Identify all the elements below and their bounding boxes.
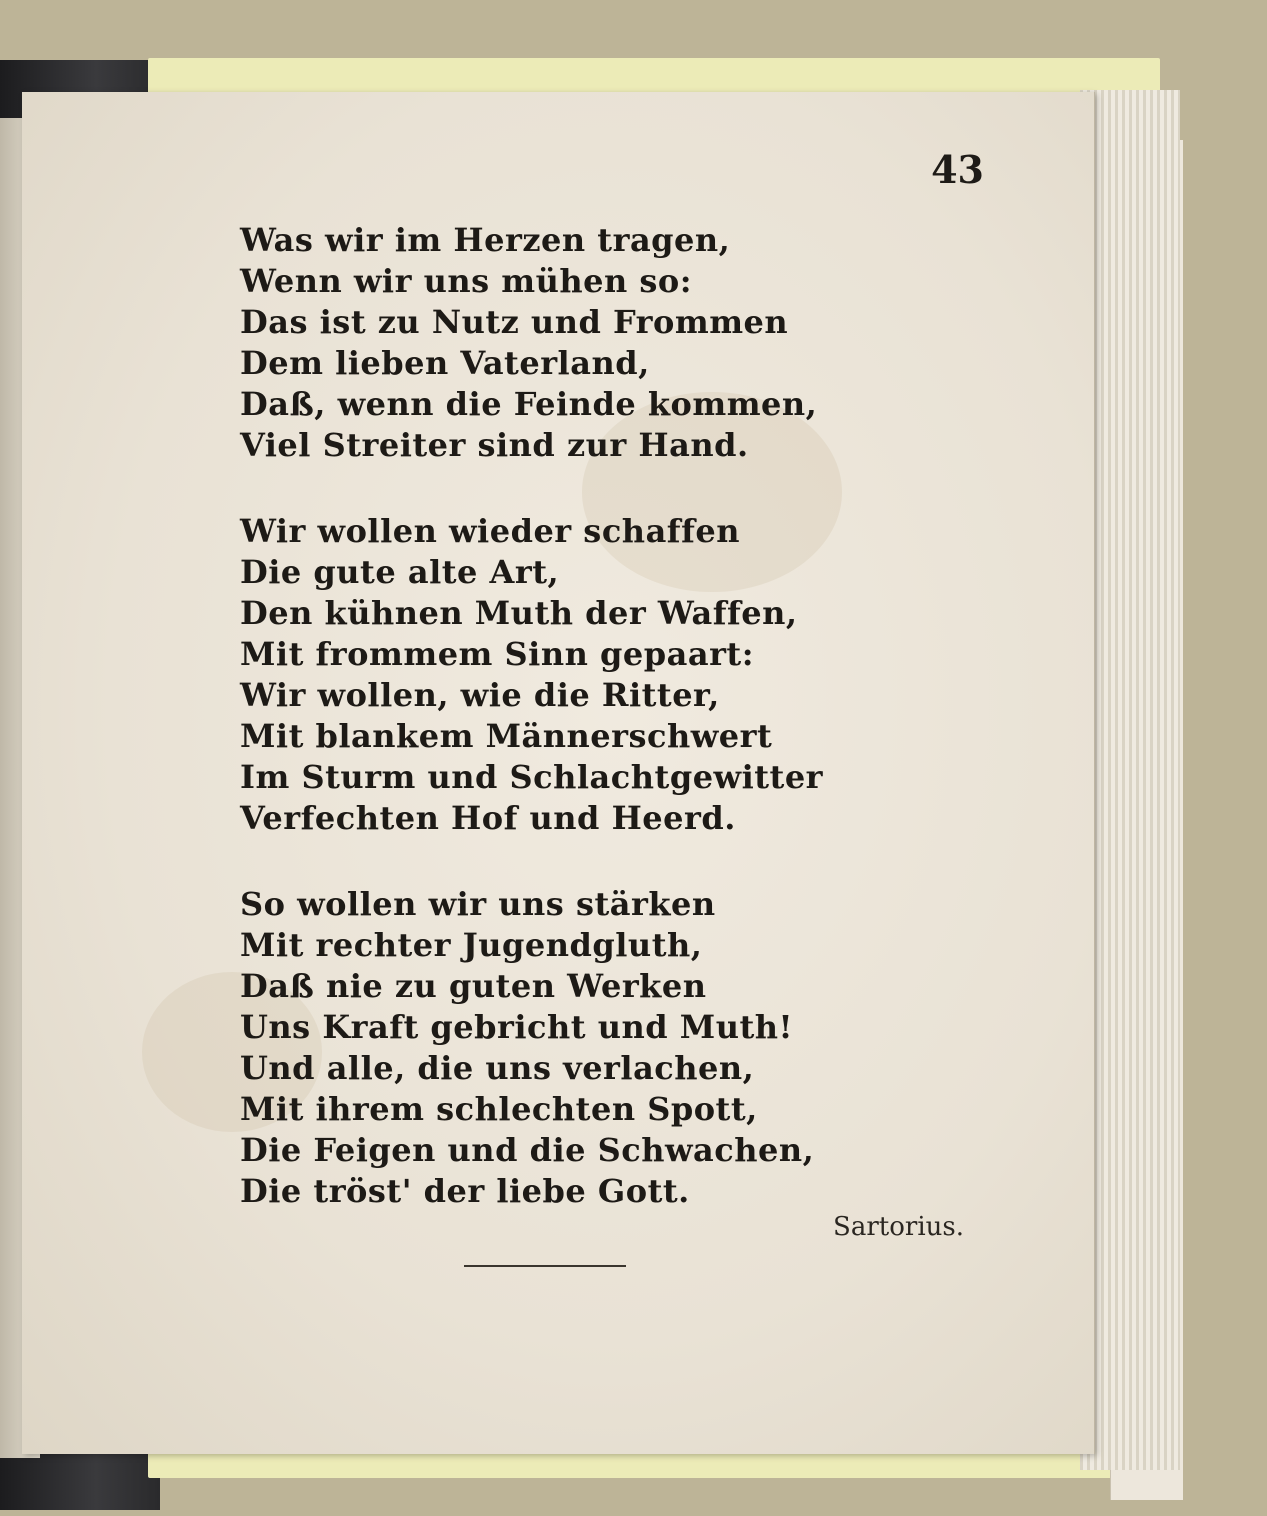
stanza-2	[240, 511, 823, 839]
poem-line: Wir wollen, wie die Ritter,	[240, 676, 720, 714]
poem-line: Mit frommem Sinn gepaart:	[240, 635, 755, 673]
poem-line: Daß, wenn die Feinde kommen,	[240, 385, 818, 423]
poem-line: Dem lieben Vaterland,	[240, 344, 650, 382]
poem-line: Daß nie zu guten Werken	[240, 967, 707, 1005]
poem	[240, 220, 823, 1257]
poem-line: Uns Kraft gebricht und Muth!	[240, 1008, 794, 1046]
poem-line: Den kühnen Muth der Waffen,	[240, 594, 798, 632]
poem-line: So wollen wir uns stärken	[240, 885, 716, 923]
poem-line: Viel Streiter sind zur Hand.	[240, 426, 749, 464]
poem-line: Verfechten Hof und Heerd.	[240, 799, 736, 837]
poem-line: Die tröst' der liebe Gott.	[240, 1172, 690, 1210]
book-page	[22, 92, 1094, 1454]
stanza-1	[240, 220, 823, 466]
poem-line: Was wir im Herzen tragen,	[240, 221, 731, 259]
poem-line: Die Feigen und die Schwachen,	[240, 1131, 815, 1169]
stanza-3	[240, 884, 823, 1212]
section-divider	[464, 1265, 626, 1267]
page-number: 43	[931, 147, 984, 192]
poem-line: Mit rechter Jugendgluth,	[240, 926, 703, 964]
poem-line: Mit blankem Männerschwert	[240, 717, 773, 755]
poem-line: Die gute alte Art,	[240, 553, 560, 591]
poem-line: Und alle, die uns verlachen,	[240, 1049, 755, 1087]
page-edges	[1080, 90, 1180, 1470]
poem-line: Wenn wir uns mühen so:	[240, 262, 693, 300]
poem-line: Mit ihrem schlechten Spott,	[240, 1090, 758, 1128]
poem-line: Das ist zu Nutz und Frommen	[240, 303, 789, 341]
author-signature: Sartorius.	[833, 1212, 964, 1242]
poem-line: Wir wollen wieder schaffen	[240, 512, 740, 550]
poem-line: Im Sturm und Schlachtgewitter	[240, 758, 824, 796]
